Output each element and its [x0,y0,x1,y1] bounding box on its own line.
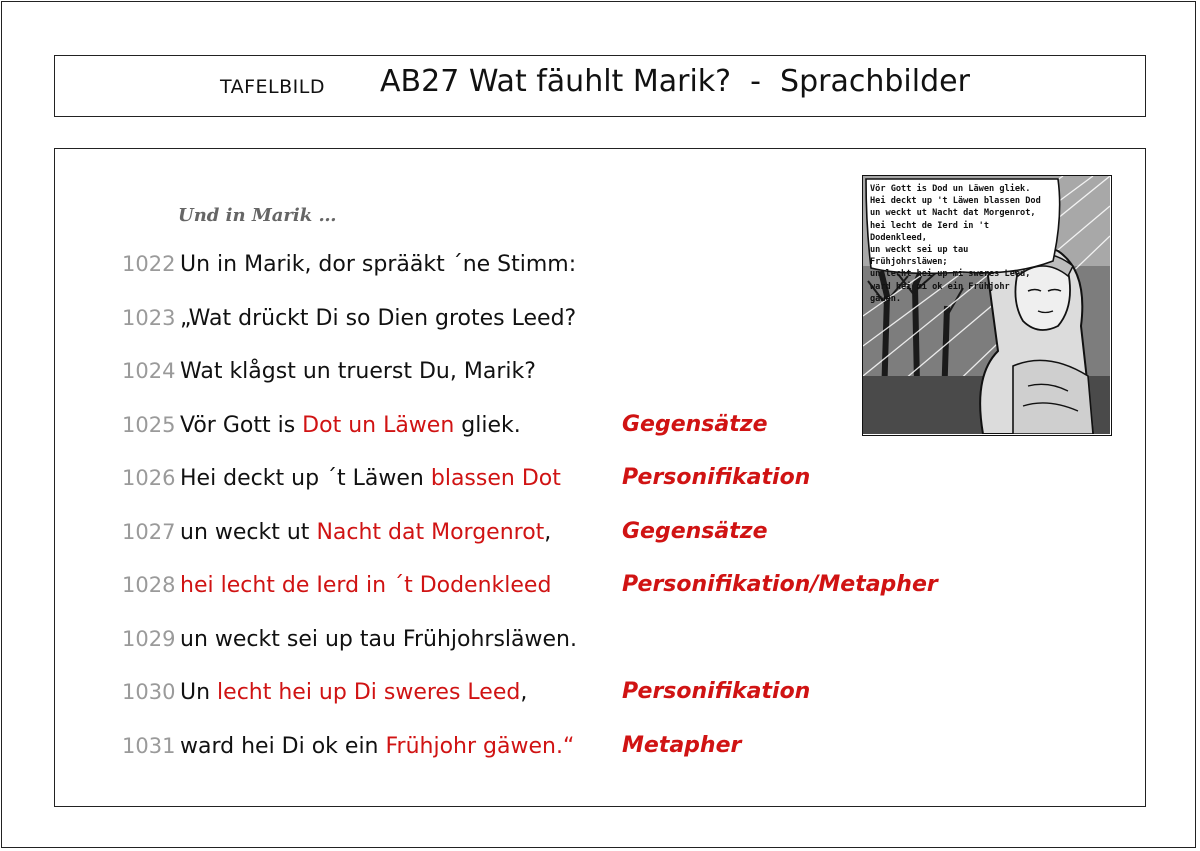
bubble-line: Vör Gott is Dod un Läwen gliek. [870,184,1031,194]
highlighted-phrase: lecht hei up Di sweres Leed [217,680,521,705]
verse-segment: gliek. [454,413,521,438]
verse-line [122,624,577,654]
verse-segment: , [520,680,528,705]
figure-of-speech-label: Gegensätze [622,519,768,544]
highlighted-phrase: blassen Dot [430,466,561,491]
highlighted-phrase: Nacht dat Morgenrot [316,520,545,545]
verse-line [122,303,576,333]
line-number: 1026 [122,466,176,490]
verse-text [180,520,551,545]
line-number: 1028 [122,573,176,597]
bubble-line: Hei deckt up 't Läwen blassen Dod [870,196,1041,207]
verse-text [180,734,574,759]
verse-line [122,517,551,547]
line-number: 1031 [122,734,176,758]
verse-text [180,413,521,438]
figure-of-speech-label: Metapher [622,733,742,758]
verse-segment: un weckt sei up tau Frühjohrsläwen. [180,627,577,652]
highlighted-phrase: hei lecht de Ierd in ´t Dodenkleed [180,573,552,598]
verse-segment: Vör Gott is [180,413,303,438]
verse-line [122,570,551,600]
highlighted-phrase: Frühjohr gäwen.“ [385,734,575,759]
verse-line [122,410,521,440]
verse-text [180,359,536,384]
intro-text: Und in Marik … [178,205,337,226]
verse-line [122,249,576,279]
verse-segment: un weckt ut [180,520,317,545]
verse-text [180,627,577,652]
verse-line [122,356,536,386]
line-number: 1024 [122,359,176,383]
verse-line [122,731,574,761]
verse-text [180,252,576,277]
verse-text [180,306,576,331]
line-number: 1023 [122,306,176,330]
verse-text [180,573,551,598]
line-number: 1029 [122,627,176,651]
verse-text [180,466,561,491]
figure-of-speech-label: Personifikation [622,465,811,490]
verse-segment: Un [180,680,218,705]
verse-line [122,463,561,493]
line-number: 1022 [122,252,176,276]
line-number: 1030 [122,680,176,704]
figure-of-speech-label: Personifikation [622,679,811,704]
figure-of-speech-label: Personifikation/Metapher [622,572,938,597]
verse-text [180,680,527,705]
bubble-line: hei lecht de Ierd in 't Dodenkleed, [870,220,989,243]
speech-bubble-text [870,183,1045,305]
bubble-line: un lecht hei up mi sweres Leed, [870,269,1031,280]
page-title: AB27 Wat fäuhlt Marik? - Sprachbilder [380,64,970,99]
verse-segment: „Wat drückt Di so Dien grotes Leed? [180,306,577,331]
line-number: 1027 [122,520,176,544]
verse-segment: Wat klågst un truerst Du, Marik? [180,359,536,384]
verse-segment: , [544,520,552,545]
verse-line [122,677,527,707]
verse-segment: Un in Marik, dor sprääkt ´ne Stimm: [180,252,577,277]
bubble-line: un weckt ut Nacht dat Morgenrot, [870,208,1036,219]
verse-segment: ward hei Di ok ein [180,734,386,759]
line-number: 1025 [122,413,176,437]
bubble-line: un weckt sei up tau Frühjohrsläwen; [870,245,969,268]
header-tag: TAFELBILD [220,76,326,98]
highlighted-phrase: Dot un Läwen [302,413,455,438]
verse-segment: Hei deckt up ´t Läwen [180,466,431,491]
figure-of-speech-label: Gegensätze [622,412,768,437]
bubble-line: ward hei mi ok ein Frühjohr gäwen. [870,281,1010,304]
